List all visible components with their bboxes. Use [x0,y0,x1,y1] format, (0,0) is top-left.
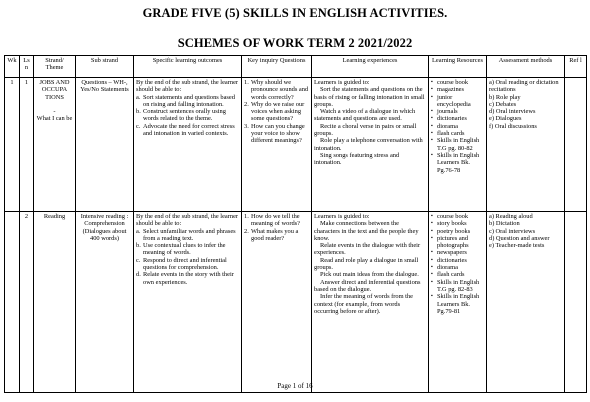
item-marker: c. [136,256,141,264]
item-text: poetry books [437,227,471,235]
item-text: Construct sentences orally using words related to the theme. [143,108,226,123]
cell-resources [429,212,487,393]
item-marker: 3. [244,122,249,130]
header-row [5,56,587,78]
assessment-item: c) Oral interviews [489,227,536,235]
resource-item [431,249,484,256]
bullet-icon: ▪ [431,131,433,137]
bullet-icon: ▪ [431,228,433,234]
header-ref: Ref l [565,56,587,78]
header-assessment: Assessment methods [487,56,565,78]
inquiry-list [244,79,309,145]
header-strand: Strand/ Theme [34,56,76,78]
assessment-item: e) Dialogues [489,115,522,123]
bullet-icon: ▪ [431,116,433,122]
cell-wk [5,212,20,393]
item-marker: 2. [244,100,249,108]
resource-item [431,94,484,109]
item-marker: a. [136,93,141,101]
item-text: Select unfamiliar words and phrases from a reading text. [143,227,236,242]
bullet-icon: ▪ [431,221,433,227]
item-marker: 1. [244,79,249,86]
experience-item: Relate events in the dialogue with their experiences. [314,242,421,257]
cell-lesson: 1 [20,78,34,212]
resource-item [431,137,484,152]
item-text: magazines [437,86,464,94]
list-item [244,213,309,228]
bullet-icon: ▪ [431,235,433,241]
item-marker: b. [136,108,141,116]
bullet-icon: ▪ [431,294,433,300]
experience-item: Sort the statements and questions on the basis of rising or falling intonation in small groups. [314,86,425,108]
item-text: course book [437,79,469,86]
item-text: diorama [437,264,458,272]
assessment-item: a) Reading aloud [489,213,533,220]
resources-list [431,79,484,174]
page-footer: Page 1 of 16 [277,382,313,390]
item-marker: 1. [244,213,249,220]
assessment-item: a) Oral reading or dictation recitations [489,79,559,94]
header-outcomes: Specific learning outcomes [134,56,242,78]
experience-item: Sing songs featuring stress and intonation. [314,151,400,167]
item-text: How do we tell the meaning of words? [251,213,300,228]
cell-strand: Reading [34,212,76,393]
experience-item: Read and role play a dialogue in small groups. [314,256,419,272]
experiences-list [314,86,426,166]
experience-item: Role play a telephone conversation with intonation. [314,137,423,152]
assessment-item: f) Oral discussions [489,122,537,130]
bullet-icon: ▪ [431,265,433,271]
item-marker: b. [136,242,141,250]
cell-outcomes [134,78,242,212]
assessment-item: e) Teacher-made tests [489,242,545,250]
document-subtitle: SCHEMES OF WORK TERM 2 2021/2022 [177,36,413,50]
experience-item: Recite a choral verse in pairs or small groups. [314,122,417,138]
list-item [244,101,309,123]
bullet-icon: ▪ [431,214,433,219]
header-inquiry: Key inquiry Questions [242,56,312,78]
item-text: flash cards [437,130,465,138]
bullet-icon: ▪ [431,250,433,256]
resource-item [431,130,484,137]
item-text: flash cards [437,271,465,279]
item-text: What makes you a good reader? [251,227,299,242]
assessment-item: b) Dictation [489,220,520,228]
item-marker: c. [136,122,141,130]
cell-assessment [487,212,565,393]
assessment-item: d) Question and answer [489,234,550,242]
outcomes-intro: By the end of the sub strand, the learner should be able to: [136,79,239,94]
item-text: story books [437,220,467,228]
resource-item [431,213,484,220]
item-text: Sort statements and questions based on rising and falling intonation. [143,93,235,108]
bullet-icon: ▪ [431,138,433,144]
cell-resources [429,78,487,212]
item-text: diorama [437,122,458,130]
cell-experiences [312,78,429,212]
resources-list [431,213,484,315]
cell-ref [565,78,587,212]
experience-item: Make connections between the characters in the text and the people they know. [314,220,419,242]
table-row [5,78,587,212]
resource-item [431,257,484,264]
cell-wk: 1 [5,78,20,212]
cell-sub-strand: Questions – WH-, Yes/No Statements [76,78,134,212]
assessment-item: b) Role play [489,93,521,101]
document-title: GRADE FIVE (5) SKILLS IN ENGLISH ACTIVITIES. [142,6,448,20]
list-item [244,228,309,243]
bullet-icon: ▪ [431,87,433,93]
resource-item [431,271,484,278]
resource-item [431,220,484,227]
bullet-icon: ▪ [431,123,433,129]
assessment-item: c) Debates [489,100,517,108]
item-text: Respond to direct and inferential questions for comprehension. [143,256,227,272]
cell-lesson: 2 [20,212,34,393]
item-text: junior encyclopedia [437,93,471,108]
item-text: Skills in English T.G pg. 82-83 [437,278,480,293]
outcomes-intro: By the end of the sub strand, the learner should be able to: [136,213,239,228]
item-text: dictionaries [437,256,467,264]
item-text: Skills in English Learners Bk. Pg.79-81 [437,293,480,315]
experiences-intro: Learners is guided to: [314,79,370,86]
assessment-list [489,213,562,249]
cell-inquiry [242,78,312,212]
list-item [244,123,309,145]
bullet-icon: ▪ [431,152,433,158]
inquiry-list [244,213,309,242]
outcomes-list [136,228,239,286]
header-sub-strand: Sub strand [76,56,134,78]
cell-outcomes [134,212,242,393]
list-item [136,257,239,272]
list-item [136,123,239,138]
experiences-list [314,220,426,315]
header-resources: Learning Resources [429,56,487,78]
experience-item: Infer the meaning of words from the context (for example, from words occurring before or after). [314,293,413,315]
item-text: How can you change your voice to show different meanings? [251,122,305,145]
experiences-intro: Learners is guided to: [314,213,370,220]
item-text: journals [437,108,458,116]
resource-item [431,235,484,250]
bullet-icon: ▪ [431,80,433,85]
resource-item [431,228,484,235]
resource-item [431,264,484,271]
item-text: newspapers [437,249,467,257]
list-item [136,228,239,243]
cell-strand: JOBS AND OCCUPA TIONS - What I can be [34,78,76,212]
list-item [136,108,239,123]
item-text: Advocate the need for correct stress and intonation in varied contexts. [143,122,235,138]
list-item [244,79,309,101]
experience-item: Answer direct and inferential questions based on the dialogue. [314,278,421,293]
experience-item: Watch a video of a dialogue in which statements and questions are used. [314,108,416,123]
item-text: Relate events in the story with their own experiences. [143,271,234,286]
table-row [5,212,587,393]
outcomes-list [136,94,239,138]
item-text: pictures and photographs [437,234,469,250]
bullet-icon: ▪ [431,94,433,100]
item-text: Why should we pronounce sounds and words correctly? [251,79,309,101]
experience-item: Pick out main ideas from the dialogue. [320,271,419,279]
assessment-list [489,79,562,130]
resource-item [431,152,484,174]
bullet-icon: ▪ [431,272,433,278]
item-marker: a. [136,227,141,235]
list-item [136,271,239,286]
list-item [136,242,239,257]
item-text: course book [437,213,469,220]
schemes-of-work-table [4,55,587,393]
resource-item [431,108,484,115]
resource-item [431,79,484,86]
resource-item [431,279,484,294]
header-experiences: Learning experiences [312,56,429,78]
resource-item [431,115,484,122]
item-marker: d. [136,271,141,279]
cell-experiences [312,212,429,393]
bullet-icon: ▪ [431,109,433,115]
resource-item [431,86,484,93]
item-text: Skills in English T.G pg. 80-82 [437,137,480,152]
cell-assessment [487,78,565,212]
item-text: Skills in English Learners Bk. Pg.76-78 [437,151,480,174]
cell-inquiry [242,212,312,393]
bullet-icon: ▪ [431,279,433,285]
item-text: Use contextual clues to infer the meaning of words. [143,242,226,257]
resource-item [431,123,484,130]
cell-sub-strand: Intensive reading : Comprehension (Dialogues about 400 words) [76,212,134,393]
cell-ref [565,212,587,393]
header-wk: Wk [5,56,20,78]
bullet-icon: ▪ [431,257,433,263]
header-lesson: Ls n [20,56,34,78]
item-text: Why do we raise our voices when asking some questions? [251,100,305,123]
list-item [136,94,239,109]
resource-item [431,293,484,315]
item-marker: 2. [244,227,249,235]
item-text: dictionaries [437,115,467,123]
assessment-item: d) Oral interviews [489,108,536,116]
